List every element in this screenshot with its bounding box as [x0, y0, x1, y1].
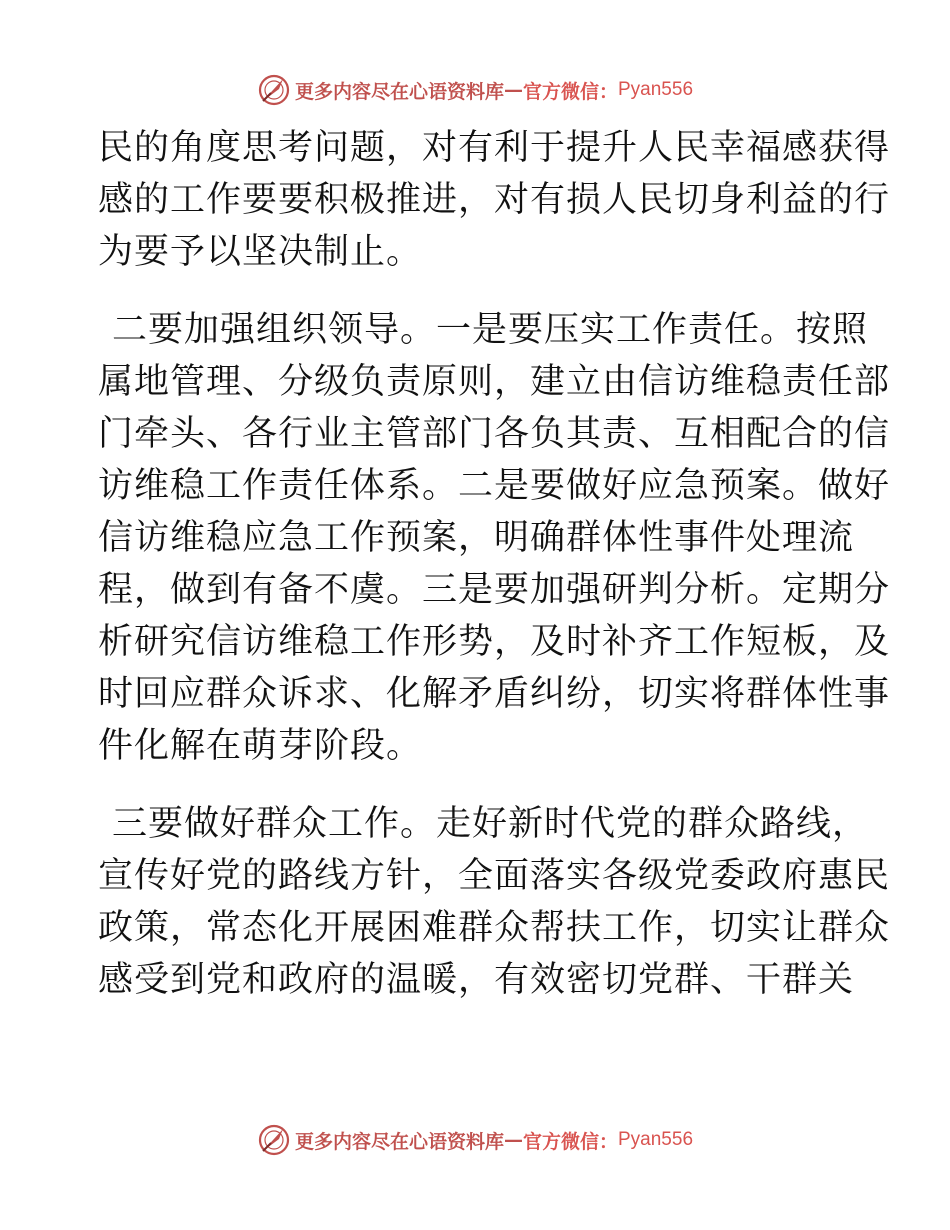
text-line: 访维稳工作责任体系。二是要做好应急预案。做好: [98, 466, 891, 506]
header-banner: [0, 70, 950, 110]
text-line: 为要予以坚决制止。: [98, 232, 423, 272]
text-line: 感受到党和政府的温暖，有效密切党群、干群关: [98, 960, 855, 1000]
text-line: 宣传好党的路线方针，全面落实各级党委政府惠民: [98, 856, 891, 896]
text-line: 析研究信访维稳工作形势，及时补齐工作短板，及: [98, 622, 891, 662]
text-line: 政策，常态化开展困难群众帮扶工作，切实让群众: [98, 908, 891, 948]
document-body: [98, 122, 891, 1006]
banner-title: 更多内容尽在心语资料库: [294, 1130, 504, 1153]
paragraph-3: [98, 798, 891, 1006]
banner-dash: —: [503, 1129, 523, 1151]
footer-banner: [0, 1120, 950, 1160]
text-line: 信访维稳应急工作预案，明确群体性事件处理流: [98, 518, 855, 558]
text-line: 件化解在萌芽阶段。: [98, 726, 423, 766]
paragraph-1: [98, 122, 891, 278]
text-line: 门牵头、各行业主管部门各负其责、互相配合的信: [98, 414, 891, 454]
banner-wechat-label: 官方微信：: [522, 1131, 618, 1153]
banner-wechat-id: Pyan556: [618, 79, 694, 100]
text-line: 属地管理、分级负责原则，建立由信访维稳责任部: [98, 362, 891, 402]
red-quill-logo-icon: [257, 1123, 291, 1157]
banner-wechat-label: 官方微信：: [522, 81, 618, 103]
red-quill-logo-icon: [257, 73, 291, 107]
text-line: 二要加强组织领导。一是要压实工作责任。按照: [112, 310, 869, 350]
banner-title: 更多内容尽在心语资料库: [294, 80, 504, 103]
paragraph-2: [98, 304, 891, 772]
text-line: 三要做好群众工作。走好新时代党的群众路线，: [112, 804, 869, 844]
banner-dash: —: [503, 79, 523, 101]
text-line: 民的角度思考问题，对有利于提升人民幸福感获得: [98, 128, 891, 168]
text-line: 感的工作要要积极推进，对有损人民切身利益的行: [98, 180, 891, 220]
banner-wechat-id: Pyan556: [618, 1129, 694, 1150]
text-line: 程，做到有备不虞。三是要加强研判分析。定期分: [98, 570, 891, 610]
text-line: 时回应群众诉求、化解矛盾纠纷，切实将群体性事: [98, 674, 891, 714]
